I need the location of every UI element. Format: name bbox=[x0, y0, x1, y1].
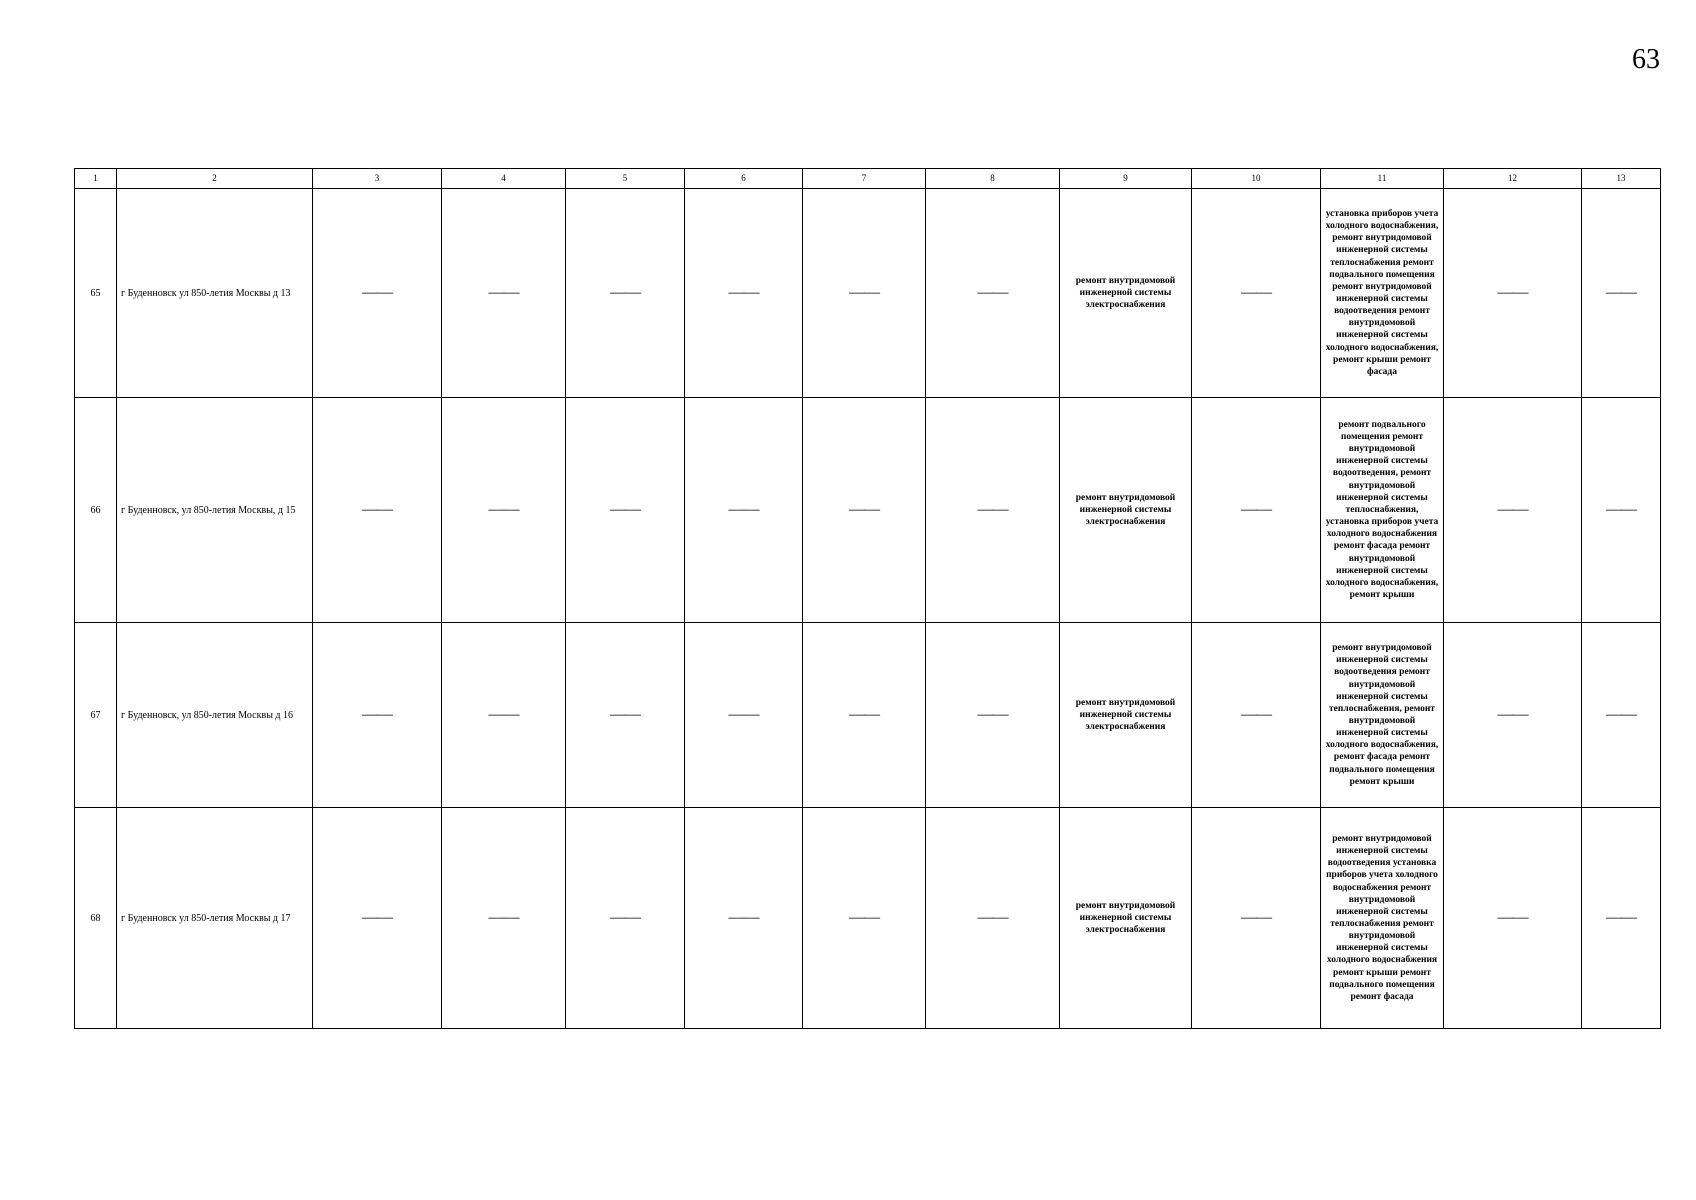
address-cell: г Буденновск, ул 850-летия Москвы, д 15 bbox=[117, 398, 313, 623]
empty-cell bbox=[313, 398, 442, 623]
address-cell: г Буденновск ул 850-летия Москвы д 17 bbox=[117, 808, 313, 1029]
dash-mark: —— bbox=[1606, 284, 1636, 301]
column-header: 2 bbox=[117, 169, 313, 189]
table-row bbox=[75, 808, 1661, 1029]
dash-mark: —— bbox=[1497, 284, 1528, 301]
empty-cell bbox=[685, 623, 803, 808]
works-list-cell: ремонт подвального помещения ремонт внутридомовой инженерной системы водоотведения, ремонт внутридомовой инженерной системы теплоснабжения, установка приборов учета холодного водоснабжения ремонт фасада ремонт внутридомовой инженерной системы холодного водоснабжения, ремонт крыши bbox=[1321, 398, 1444, 623]
dash-mark: —— bbox=[362, 501, 392, 518]
dash-mark: —— bbox=[728, 284, 759, 301]
dash-mark: —— bbox=[977, 706, 1008, 723]
dash-mark: —— bbox=[488, 909, 519, 926]
empty-cell bbox=[1582, 398, 1661, 623]
empty-cell bbox=[442, 189, 566, 398]
dash-mark: —— bbox=[362, 706, 392, 723]
column-header: 12 bbox=[1444, 169, 1582, 189]
column-header: 4 bbox=[442, 169, 566, 189]
dash-mark: —— bbox=[488, 284, 519, 301]
column-header: 13 bbox=[1582, 169, 1661, 189]
dash-mark: —— bbox=[362, 909, 392, 926]
empty-cell bbox=[1582, 189, 1661, 398]
empty-cell bbox=[442, 398, 566, 623]
dash-mark: —— bbox=[849, 909, 879, 926]
dash-mark: —— bbox=[1497, 909, 1528, 926]
dash-mark: —— bbox=[977, 284, 1008, 301]
table-row bbox=[75, 398, 1661, 623]
dash-mark: —— bbox=[1241, 706, 1271, 723]
row-number: 67 bbox=[75, 623, 117, 808]
column-header: 1 bbox=[75, 169, 117, 189]
column-header: 3 bbox=[313, 169, 442, 189]
empty-cell bbox=[566, 398, 685, 623]
empty-cell bbox=[685, 189, 803, 398]
table-row bbox=[75, 623, 1661, 808]
dash-mark: —— bbox=[610, 706, 640, 723]
table-row bbox=[75, 189, 1661, 398]
row-number: 66 bbox=[75, 398, 117, 623]
empty-cell bbox=[803, 189, 926, 398]
register-table bbox=[74, 168, 1661, 1029]
column-header: 9 bbox=[1060, 169, 1192, 189]
empty-cell bbox=[1192, 189, 1321, 398]
empty-cell bbox=[566, 189, 685, 398]
empty-cell bbox=[1192, 398, 1321, 623]
page-number: 63 bbox=[1632, 44, 1660, 75]
column-header: 11 bbox=[1321, 169, 1444, 189]
address-cell: г Буденновск, ул 850-летия Москвы д 16 bbox=[117, 623, 313, 808]
dash-mark: —— bbox=[1497, 501, 1528, 518]
dash-mark: —— bbox=[488, 706, 519, 723]
dash-mark: —— bbox=[610, 909, 640, 926]
empty-cell bbox=[685, 398, 803, 623]
empty-cell bbox=[926, 189, 1060, 398]
works-list-cell: ремонт внутридомовой инженерной системы водоотведения ремонт внутридомовой инженерной системы теплоснабжения, ремонт внутридомовой инженерной системы холодного водоснабжения, ремонт фасада ремонт подвального помещения ремонт крыши bbox=[1321, 623, 1444, 808]
column-header: 5 bbox=[566, 169, 685, 189]
address-cell: г Буденновск ул 850-летия Москвы д 13 bbox=[117, 189, 313, 398]
empty-cell bbox=[1444, 808, 1582, 1029]
dash-mark: —— bbox=[849, 706, 879, 723]
works-cell: ремонт внутридомовой инженерной системы электроснабжения bbox=[1060, 398, 1192, 623]
empty-cell bbox=[803, 623, 926, 808]
empty-cell bbox=[1192, 808, 1321, 1029]
dash-mark: —— bbox=[362, 284, 392, 301]
dash-mark: —— bbox=[1241, 284, 1271, 301]
column-header: 6 bbox=[685, 169, 803, 189]
empty-cell bbox=[566, 623, 685, 808]
empty-cell bbox=[1582, 623, 1661, 808]
empty-cell bbox=[803, 808, 926, 1029]
column-header: 7 bbox=[803, 169, 926, 189]
dash-mark: —— bbox=[1606, 909, 1636, 926]
works-cell: ремонт внутридомовой инженерной системы электроснабжения bbox=[1060, 623, 1192, 808]
empty-cell bbox=[1192, 623, 1321, 808]
dash-mark: —— bbox=[977, 501, 1008, 518]
empty-cell bbox=[313, 623, 442, 808]
empty-cell bbox=[926, 623, 1060, 808]
dash-mark: —— bbox=[1606, 501, 1636, 518]
empty-cell bbox=[926, 398, 1060, 623]
empty-cell bbox=[313, 808, 442, 1029]
column-header: 8 bbox=[926, 169, 1060, 189]
dash-mark: —— bbox=[849, 284, 879, 301]
works-list-cell: ремонт внутридомовой инженерной системы водоотведения установка приборов учета холодного водоснабжения ремонт внутридомовой инженерной системы теплоснабжения ремонт внутридомовой инженерной системы холодного водоснабжения ремонт крыши ремонт подвального помещения ремонт фасада bbox=[1321, 808, 1444, 1029]
empty-cell bbox=[566, 808, 685, 1029]
dash-mark: —— bbox=[610, 501, 640, 518]
empty-cell bbox=[1444, 189, 1582, 398]
empty-cell bbox=[926, 808, 1060, 1029]
row-number: 68 bbox=[75, 808, 117, 1029]
empty-cell bbox=[442, 623, 566, 808]
dash-mark: —— bbox=[1241, 909, 1271, 926]
dash-mark: —— bbox=[1606, 706, 1636, 723]
dash-mark: —— bbox=[728, 501, 759, 518]
works-cell: ремонт внутридомовой инженерной системы электроснабжения bbox=[1060, 808, 1192, 1029]
dash-mark: —— bbox=[728, 909, 759, 926]
empty-cell bbox=[313, 189, 442, 398]
empty-cell bbox=[1444, 623, 1582, 808]
dash-mark: —— bbox=[610, 284, 640, 301]
works-cell: ремонт внутридомовой инженерной системы электроснабжения bbox=[1060, 189, 1192, 398]
empty-cell bbox=[685, 808, 803, 1029]
works-list-cell: установка приборов учета холодного водоснабжения, ремонт внутридомовой инженерной системы теплоснабжения ремонт подвального помещения ремонт внутридомовой инженерной системы водоотведения ремонт внутридомовой инженерной системы холодного водоснабжения, ремонт крыши ремонт фасада bbox=[1321, 189, 1444, 398]
dash-mark: —— bbox=[1241, 501, 1271, 518]
empty-cell bbox=[803, 398, 926, 623]
empty-cell bbox=[1582, 808, 1661, 1029]
dash-mark: —— bbox=[849, 501, 879, 518]
row-number: 65 bbox=[75, 189, 117, 398]
dash-mark: —— bbox=[1497, 706, 1528, 723]
empty-cell bbox=[1444, 398, 1582, 623]
dash-mark: —— bbox=[488, 501, 519, 518]
dash-mark: —— bbox=[728, 706, 759, 723]
dash-mark: —— bbox=[977, 909, 1008, 926]
column-header: 10 bbox=[1192, 169, 1321, 189]
empty-cell bbox=[442, 808, 566, 1029]
header-row bbox=[75, 169, 1661, 189]
